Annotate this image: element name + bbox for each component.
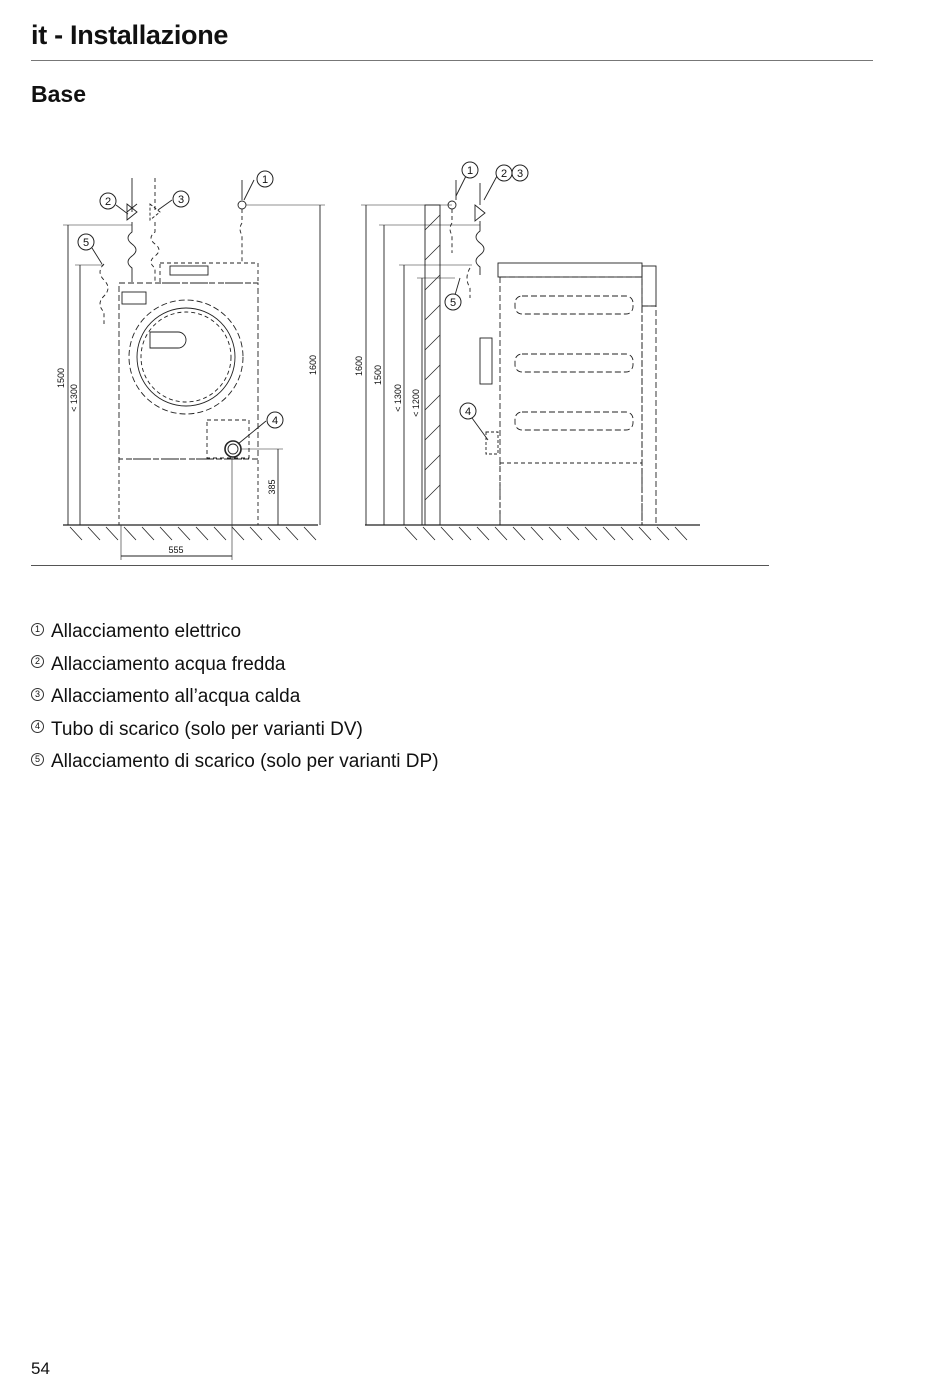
dim-front-1300: < 1300 [69,384,79,412]
legend-text: Allacciamento di scarico (solo per varianti DP) [51,751,439,773]
callout-1-front [257,171,273,187]
dim-front-555: 555 [168,545,184,555]
svg-text:1: 1 [466,165,474,177]
legend-number: 2 [31,655,44,668]
svg-text:5: 5 [449,297,457,309]
legend-list [31,616,439,779]
legend-number: 3 [31,688,44,701]
callout-1-side [462,162,478,178]
page-number: 54 [31,1359,50,1378]
legend-number: 5 [31,753,44,766]
installation-diagram [0,0,950,580]
side-view [361,176,700,540]
legend-item [31,616,439,649]
legend-number: 1 [31,623,44,636]
svg-text:3: 3 [516,168,524,180]
figure-divider [31,565,769,566]
dim-side-1300: < 1300 [393,384,403,412]
callout-3-front [173,191,189,207]
svg-text:2: 2 [104,196,112,208]
legend-text: Tubo di scarico (solo per varianti DV) [51,718,363,740]
legend-text: Allacciamento all’acqua calda [51,686,301,708]
svg-text:4: 4 [271,415,279,427]
dim-side-1600: 1600 [354,355,364,377]
legend-number: 4 [31,720,44,733]
svg-text:3: 3 [177,194,185,206]
dim-side-1200: < 1200 [411,389,421,417]
legend-item [31,714,439,747]
legend-text: Allacciamento elettrico [51,621,242,643]
callout-5-front [78,234,94,250]
svg-text:5: 5 [82,237,90,249]
legend-item [31,746,439,779]
svg-text:1: 1 [261,174,269,186]
dim-front-1600: 1600 [308,354,318,376]
svg-text:4: 4 [464,406,472,418]
page-header-title: it - Installazione [31,20,229,50]
legend-item [31,649,439,682]
callout-3-side [512,165,528,181]
callout-4-front [267,412,283,428]
legend-item [31,681,439,714]
callout-4-side [460,403,476,419]
callout-2-front [100,193,116,209]
dim-front-385: 385 [267,479,277,495]
callout-5-side [445,294,461,310]
legend-text: Allacciamento acqua fredda [51,653,286,675]
callout-2-side [496,165,512,181]
dim-side-1500: 1500 [373,364,383,386]
dim-front-1500: 1500 [56,367,66,389]
front-view [63,178,325,560]
section-title: Base [31,81,86,107]
svg-text:2: 2 [500,168,508,180]
